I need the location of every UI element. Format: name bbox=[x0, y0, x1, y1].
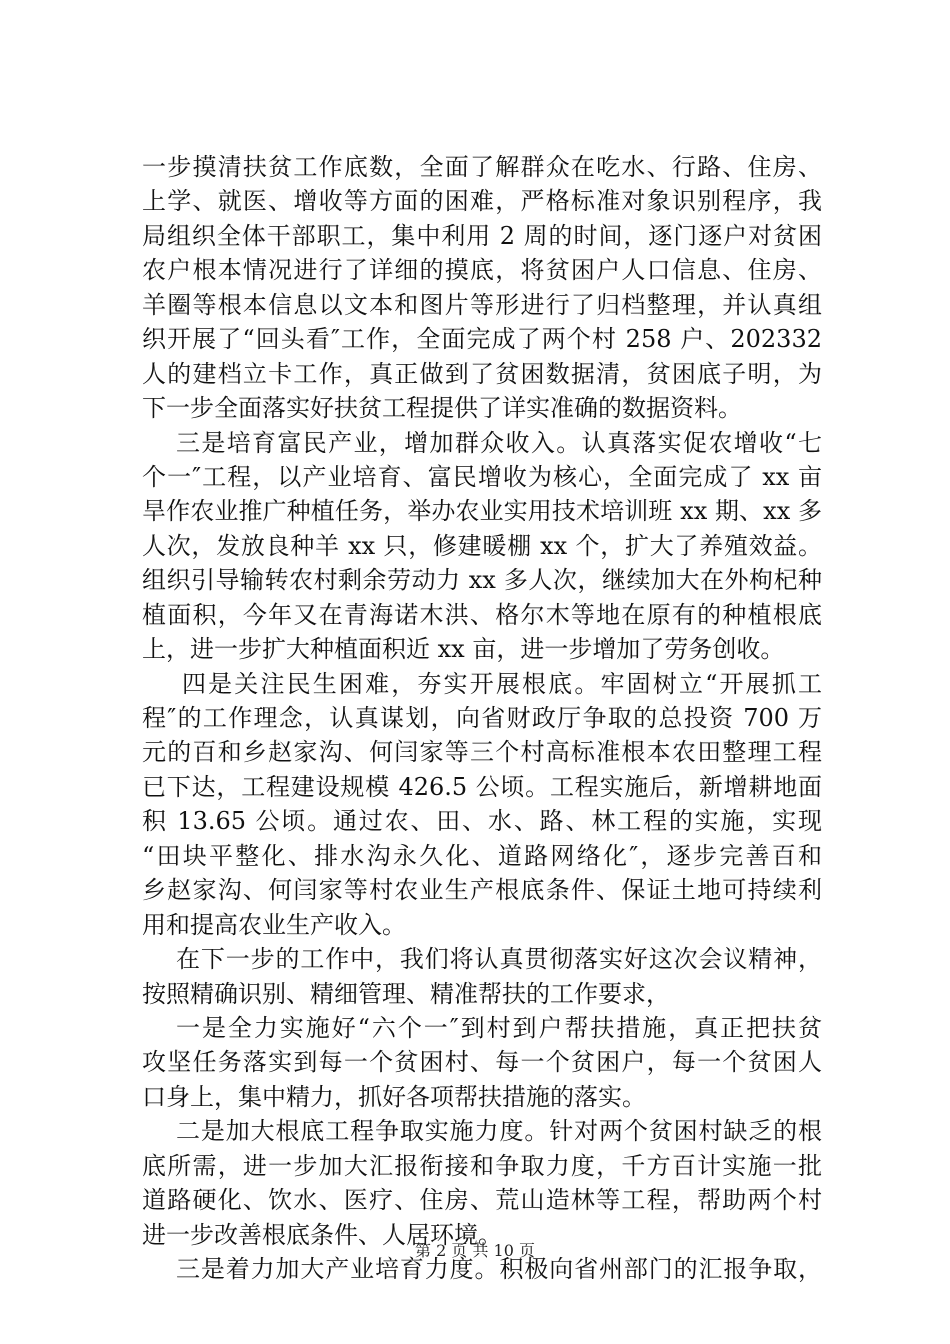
text-line: 用和提高农业生产收入。 bbox=[142, 910, 406, 939]
paragraph-start-line: 三是培育富民产业，增加群众收入。认真落实促农增收“七 bbox=[176, 428, 822, 457]
text-line: 旱作农业推广种植任务，举办农业实用技术培训班 xx 期、xx 多 bbox=[142, 497, 822, 526]
text-line: 组织引导输转农村剩余劳动力 xx 多人次，继续加大在外枸杞种 bbox=[142, 566, 822, 595]
text-line: 程″的工作理念，认真谋划，向省财政厅争取的总投资 700 万 bbox=[142, 704, 822, 732]
paragraph-start-line: 一是全力实施好“六个一″到村到户帮扶措施，真正把扶贫 bbox=[176, 1013, 822, 1042]
text-line: 已下达，工程建设规模 426.5 公顷。工程实施后，新增耕地面 bbox=[142, 772, 822, 801]
text-line: 口身上，集中精力，抓好各项帮扶措施的落实。 bbox=[142, 1082, 646, 1111]
text-line: 底所需，进一步加大汇报衔接和争取力度，千方百计实施一批 bbox=[142, 1151, 822, 1180]
text-line: 积 13.65 公顷。通过农、田、水、路、林工程的实施，实现 bbox=[142, 807, 822, 836]
text-line: 按照精确识别、精细管理、精准帮扶的工作要求， bbox=[142, 979, 670, 1008]
text-line: 个一″工程，以产业培育、富民增收为核心，全面完成了 xx 亩 bbox=[142, 462, 822, 491]
text-line: “田块平整化、排水沟永久化、道路网络化″，逐步完善百和 bbox=[142, 841, 822, 870]
text-line: 上学、就医、增收等方面的困难，严格标准对象识别程序，我 bbox=[142, 187, 822, 216]
text-line: 上，进一步扩大种植面积近 xx 亩，进一步增加了劳务创收。 bbox=[142, 635, 785, 664]
paragraph-start-line: 三是着力加大产业培育力度。积极向省州部门的汇报争取， bbox=[176, 1255, 822, 1283]
paragraph-start-line: 二是加大根底工程争取实施力度。针对两个贫困村缺乏的根 bbox=[176, 1117, 822, 1146]
text-line: 织开展了“回头看″工作，全面完成了两个村 258 户、202332 bbox=[142, 325, 822, 354]
paragraph-start-line: 四是关注民生困难，夯实开展根底。牢固树立“开展抓工 bbox=[182, 669, 822, 698]
text-line: 植面积，今年又在青海诺木洪、格尔木等地在原有的种植根底 bbox=[142, 600, 822, 629]
text-line: 攻坚任务落实到每一个贫困村、每一个贫困户，每一个贫困人 bbox=[142, 1048, 822, 1077]
text-line: 一步摸清扶贫工作底数，全面了解群众在吃水、行路、住房、 bbox=[142, 153, 822, 181]
text-line: 羊圈等根本信息以文本和图片等形进行了归档整理，并认真组 bbox=[142, 290, 822, 319]
text-line: 局组织全体干部职工，集中利用 2 周的时间，逐门逐户对贫困 bbox=[142, 221, 822, 250]
text-line: 乡赵家沟、何闫家等村农业生产根底条件、保证土地可持续利 bbox=[142, 876, 822, 905]
paragraph-start-line: 在下一步的工作中，我们将认真贯彻落实好这次会议精神， bbox=[176, 945, 822, 974]
page-number-footer: 第 2 页 共 10 页 bbox=[415, 1241, 535, 1260]
text-line: 元的百和乡赵家沟、何闫家等三个村高标准根本农田整理工程 bbox=[142, 738, 822, 767]
text-line: 人的建档立卡工作，真正做到了贫困数据清，贫困底子明，为 bbox=[142, 359, 822, 388]
text-line: 下一步全面落实好扶贫工程提供了详实准确的数据资料。 bbox=[142, 394, 742, 423]
text-line: 农户根本情况进行了详细的摸底，将贫困户人口信息、住房、 bbox=[142, 256, 822, 285]
text-line: 道路硬化、饮水、医疗、住房、荒山造林等工程，帮助两个村 bbox=[142, 1186, 822, 1215]
text-line: 人次，发放良种羊 xx 只，修建暖棚 xx 个，扩大了养殖效益。 bbox=[142, 531, 822, 560]
text-line: 进一步改善根底条件、人居环境。 bbox=[142, 1220, 502, 1249]
document-body bbox=[142, 150, 822, 1286]
